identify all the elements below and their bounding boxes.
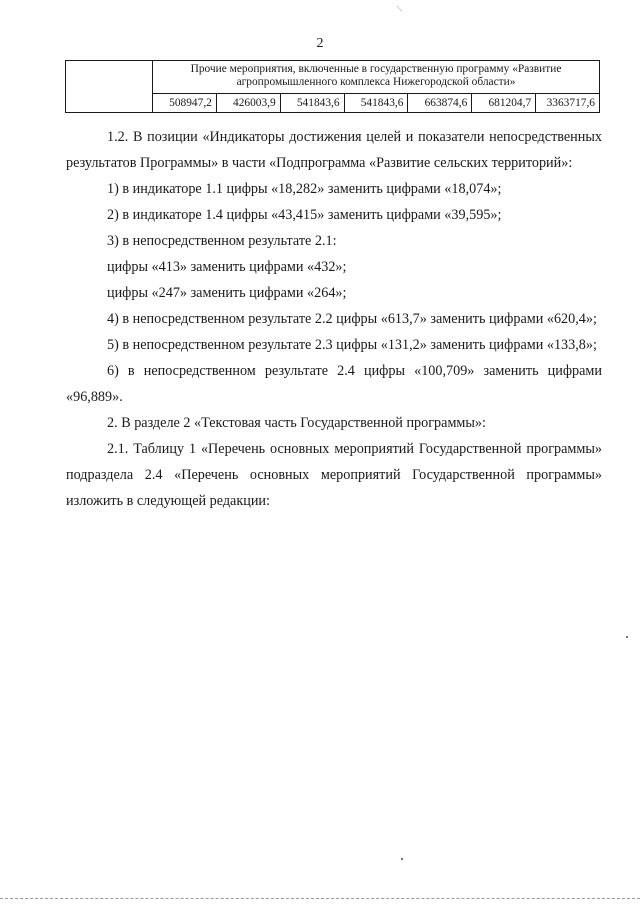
scan-dot — [626, 636, 628, 638]
table-value: 3363717,6 — [535, 94, 599, 112]
paragraph-item-3b: цифры «247» заменить цифрами «264»; — [107, 285, 347, 301]
document-body — [66, 124, 602, 514]
paragraph-item-6: 6) в непосредственном результате 2.4 цифры «100,709» заменить цифрами «96,889». — [66, 363, 602, 405]
table-value: 508947,2 — [169, 97, 212, 109]
table-values-cell — [153, 94, 600, 113]
table-values-row — [153, 94, 599, 112]
paragraph-section-2: 2. В разделе 2 «Текстовая часть Государственной программы»: — [107, 415, 486, 431]
scan-dot — [401, 858, 403, 860]
paragraph-item-3: 3) в непосредственном результате 2.1: — [107, 233, 337, 249]
scan-mark — [396, 0, 408, 12]
paragraph-item-5: 5) в непосредственном результате 2.3 цифры «131,2» заменить цифрами «133,8»; — [107, 337, 597, 353]
table-value: 681204,7 — [471, 94, 535, 112]
paragraph-item-1: 1) в индикаторе 1.1 цифры «18,282» заменить цифрами «18,074»; — [107, 181, 502, 197]
table-title-cell: Прочие мероприятия, включенные в государственную программу «Развитие агропромышленного комплекса Нижегородской области» — [153, 61, 600, 94]
paragraph-item-4: 4) в непосредственном результате 2.2 цифры «613,7» заменить цифрами «620,4»; — [107, 311, 597, 327]
paragraph-indicators: 1.2. В позиции «Индикаторы достижения целей и показатели непосредственных результатов Программы» в части «Подпрограмма «Развитие сельских территорий»: — [66, 129, 602, 171]
table-empty-cell — [66, 61, 153, 113]
page-edge-line — [0, 898, 640, 899]
table-value: 541843,6 — [344, 94, 408, 112]
table-value: 541843,6 — [280, 94, 344, 112]
page-number: 2 — [316, 36, 324, 51]
paragraph-item-3a: цифры «413» заменить цифрами «432»; — [107, 259, 347, 275]
paragraph-item-2: 2) в индикаторе 1.4 цифры «43,415» заменить цифрами «39,595»; — [107, 207, 502, 223]
table-value: 663874,6 — [407, 94, 471, 112]
summary-table — [65, 60, 600, 113]
table-value: 426003,9 — [216, 94, 280, 112]
paragraph-table-1: 2.1. Таблицу 1 «Перечень основных мероприятий Государственной программы» подраздела 2.4 «Перечень основных мероприятий Государственной программы» изложить в следующей редакции: — [66, 441, 602, 509]
